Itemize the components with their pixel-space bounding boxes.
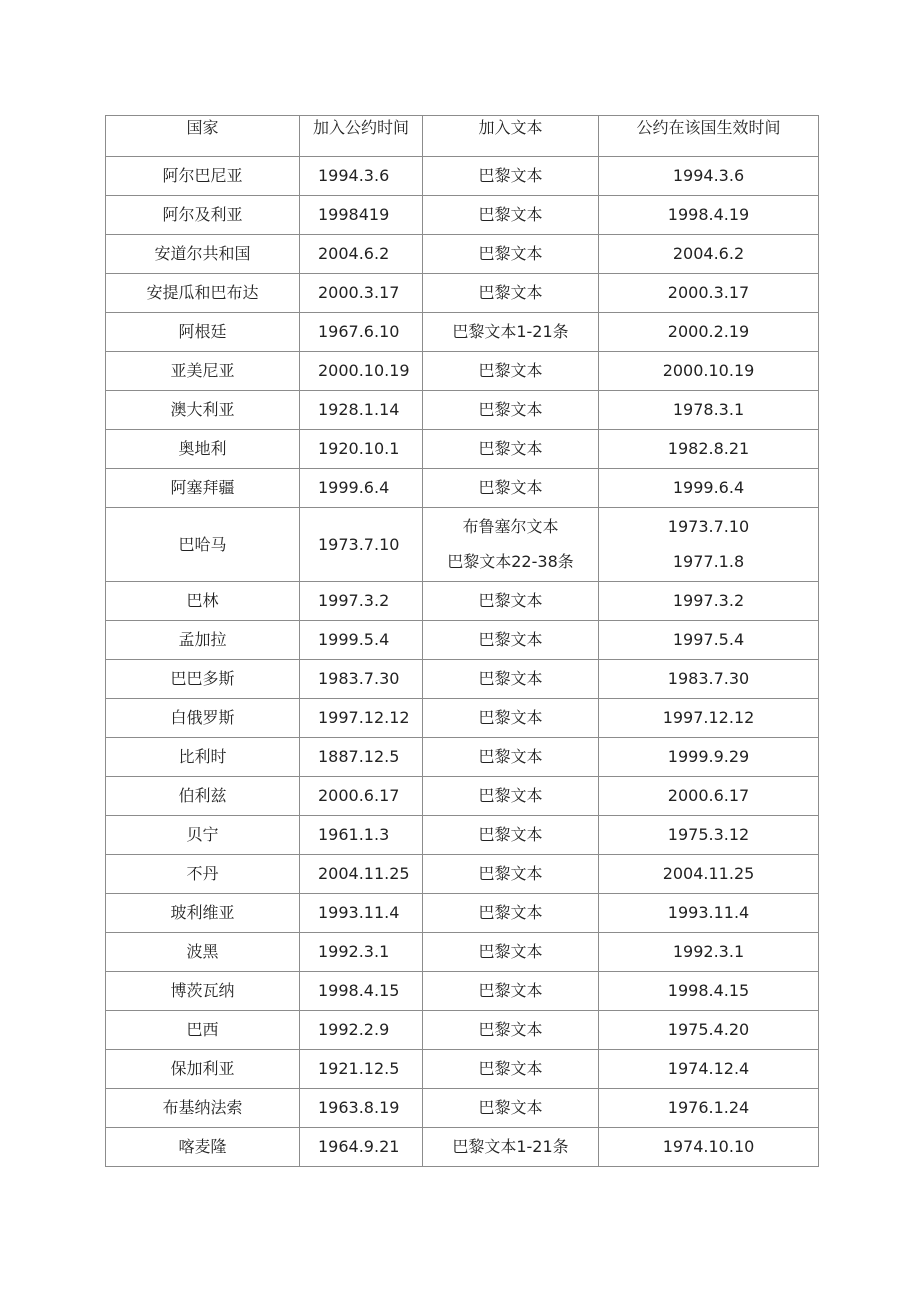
effective-date-line: 1982.8.21 <box>667 439 750 458</box>
table-row <box>106 313 819 352</box>
country-cell: 阿塞拜疆 <box>106 469 300 508</box>
text-version-cell <box>423 430 599 469</box>
effective-date-line: 2000.3.17 <box>667 283 750 302</box>
header-join-date: 加入公约时间 <box>300 116 423 157</box>
text-version-line: 巴黎文本 <box>478 205 543 224</box>
join-date-cell: 1887.12.5 <box>300 738 423 777</box>
table-row <box>106 894 819 933</box>
effective-date-cell <box>599 508 819 582</box>
join-date-cell: 1999.6.4 <box>300 469 423 508</box>
effective-date-line: 1997.3.2 <box>672 591 745 610</box>
join-date-cell: 2004.6.2 <box>300 235 423 274</box>
country-cell: 不丹 <box>106 855 300 894</box>
text-version-cell <box>423 274 599 313</box>
header-effective-date: 公约在该国生效时间 <box>599 116 819 157</box>
effective-date-cell <box>599 1050 819 1089</box>
text-version-cell <box>423 816 599 855</box>
text-version-line: 巴黎文本 <box>478 786 543 805</box>
text-version-cell <box>423 777 599 816</box>
table-row <box>106 1089 819 1128</box>
text-version-cell <box>423 157 599 196</box>
join-date-cell: 1993.11.4 <box>300 894 423 933</box>
effective-date-line: 1998.4.15 <box>667 981 750 1000</box>
header-text-version: 加入文本 <box>423 116 599 157</box>
text-version-line: 巴黎文本 <box>478 400 543 419</box>
effective-date-line: 1997.5.4 <box>672 630 745 649</box>
text-version-line: 巴黎文本 <box>478 166 543 185</box>
table-row <box>106 777 819 816</box>
join-date-cell: 1994.3.6 <box>300 157 423 196</box>
table-row <box>106 508 819 582</box>
country-cell: 奥地利 <box>106 430 300 469</box>
country-cell: 玻利维亚 <box>106 894 300 933</box>
text-version-line: 巴黎文本 <box>478 708 543 727</box>
join-date-cell: 2000.6.17 <box>300 777 423 816</box>
text-version-cell <box>423 699 599 738</box>
effective-date-cell <box>599 933 819 972</box>
text-version-cell <box>423 1128 599 1167</box>
table-row <box>106 196 819 235</box>
country-cell: 澳大利亚 <box>106 391 300 430</box>
table-row <box>106 972 819 1011</box>
country-cell: 阿尔巴尼亚 <box>106 157 300 196</box>
text-version-cell <box>423 621 599 660</box>
join-date-cell: 1928.1.14 <box>300 391 423 430</box>
join-date-cell: 1920.10.1 <box>300 430 423 469</box>
text-version-line: 巴黎文本 <box>478 439 543 458</box>
effective-date-line: 1999.9.29 <box>667 747 750 766</box>
text-version-line: 巴黎文本 <box>478 361 543 380</box>
table-row <box>106 738 819 777</box>
country-cell: 喀麦隆 <box>106 1128 300 1167</box>
country-cell: 巴西 <box>106 1011 300 1050</box>
country-cell: 贝宁 <box>106 816 300 855</box>
text-version-line: 巴黎文本 <box>478 1059 543 1078</box>
text-version-cell <box>423 1011 599 1050</box>
text-version-cell <box>423 352 599 391</box>
effective-date-line: 1992.3.1 <box>672 942 745 961</box>
effective-date-line: 1978.3.1 <box>672 400 745 419</box>
table-row <box>106 1128 819 1167</box>
table-row <box>106 235 819 274</box>
text-version-line: 巴黎文本1-21条 <box>452 322 569 341</box>
text-version-line: 巴黎文本 <box>478 478 543 497</box>
text-version-line: 巴黎文本 <box>478 669 543 688</box>
effective-date-cell <box>599 235 819 274</box>
country-cell: 阿尔及利亚 <box>106 196 300 235</box>
join-date-cell: 1999.5.4 <box>300 621 423 660</box>
effective-date-cell <box>599 738 819 777</box>
table-row <box>106 621 819 660</box>
effective-date-line: 2004.6.2 <box>672 244 745 263</box>
effective-date-line: 1998.4.19 <box>667 205 750 224</box>
effective-date-line: 1974.12.4 <box>667 1059 750 1078</box>
text-version-line: 巴黎文本 <box>478 981 543 1000</box>
join-date-cell: 1973.7.10 <box>300 508 423 582</box>
country-cell: 波黑 <box>106 933 300 972</box>
effective-date-cell <box>599 816 819 855</box>
table-row <box>106 352 819 391</box>
table-header-row <box>106 116 819 157</box>
effective-date-cell <box>599 660 819 699</box>
table-row <box>106 855 819 894</box>
table-row <box>106 430 819 469</box>
text-version-cell <box>423 1050 599 1089</box>
text-version-cell <box>423 582 599 621</box>
effective-date-line: 1977.1.8 <box>672 552 745 571</box>
effective-date-cell <box>599 274 819 313</box>
country-cell: 比利时 <box>106 738 300 777</box>
text-version-line: 巴黎文本 <box>478 825 543 844</box>
table-row <box>106 816 819 855</box>
effective-date-cell <box>599 1089 819 1128</box>
effective-date-cell <box>599 352 819 391</box>
join-date-cell: 1997.12.12 <box>300 699 423 738</box>
country-cell: 阿根廷 <box>106 313 300 352</box>
join-date-cell: 2000.10.19 <box>300 352 423 391</box>
join-date-cell: 1961.1.3 <box>300 816 423 855</box>
effective-date-line: 1983.7.30 <box>667 669 750 688</box>
join-date-cell: 1998.4.15 <box>300 972 423 1011</box>
text-version-cell <box>423 660 599 699</box>
text-version-cell <box>423 235 599 274</box>
effective-date-cell <box>599 777 819 816</box>
effective-date-line: 2000.6.17 <box>667 786 750 805</box>
join-date-cell: 2004.11.25 <box>300 855 423 894</box>
join-date-cell: 1992.2.9 <box>300 1011 423 1050</box>
effective-date-cell <box>599 621 819 660</box>
text-version-cell <box>423 855 599 894</box>
join-date-cell: 1992.3.1 <box>300 933 423 972</box>
join-date-cell: 1963.8.19 <box>300 1089 423 1128</box>
text-version-cell <box>423 972 599 1011</box>
text-version-line: 巴黎文本 <box>478 903 543 922</box>
text-version-line: 巴黎文本 <box>478 1020 543 1039</box>
effective-date-line: 2000.2.19 <box>667 322 750 341</box>
table-row <box>106 699 819 738</box>
table-row <box>106 157 819 196</box>
join-date-cell: 1964.9.21 <box>300 1128 423 1167</box>
text-version-cell <box>423 469 599 508</box>
country-cell: 布基纳法索 <box>106 1089 300 1128</box>
join-date-cell: 1921.12.5 <box>300 1050 423 1089</box>
effective-date-line: 1993.11.4 <box>667 903 750 922</box>
effective-date-cell <box>599 196 819 235</box>
join-date-cell: 1997.3.2 <box>300 582 423 621</box>
effective-date-cell <box>599 582 819 621</box>
text-version-cell <box>423 508 599 582</box>
effective-date-line: 1997.12.12 <box>662 708 755 727</box>
effective-date-line: 1974.10.10 <box>662 1137 755 1156</box>
join-date-cell: 1983.7.30 <box>300 660 423 699</box>
text-version-line: 巴黎文本 <box>478 942 543 961</box>
country-cell: 伯利兹 <box>106 777 300 816</box>
text-version-cell <box>423 391 599 430</box>
table-row <box>106 933 819 972</box>
header-country: 国家 <box>106 116 300 157</box>
effective-date-cell <box>599 157 819 196</box>
table-row <box>106 582 819 621</box>
effective-date-cell <box>599 855 819 894</box>
country-cell: 巴哈马 <box>106 508 300 582</box>
country-cell: 孟加拉 <box>106 621 300 660</box>
effective-date-cell <box>599 972 819 1011</box>
text-version-cell <box>423 1089 599 1128</box>
table-row <box>106 274 819 313</box>
text-version-line: 巴黎文本 <box>478 1098 543 1117</box>
text-version-cell <box>423 313 599 352</box>
text-version-line: 巴黎文本 <box>478 244 543 263</box>
country-cell: 安道尔共和国 <box>106 235 300 274</box>
effective-date-cell <box>599 1011 819 1050</box>
text-version-line: 巴黎文本 <box>478 630 543 649</box>
effective-date-cell <box>599 430 819 469</box>
country-cell: 巴林 <box>106 582 300 621</box>
country-cell: 巴巴多斯 <box>106 660 300 699</box>
text-version-line: 巴黎文本 <box>478 864 543 883</box>
effective-date-line: 2004.11.25 <box>662 864 755 883</box>
effective-date-cell <box>599 699 819 738</box>
text-version-cell <box>423 196 599 235</box>
text-version-cell <box>423 933 599 972</box>
table-row <box>106 660 819 699</box>
text-version-line: 布鲁塞尔文本 <box>462 517 559 536</box>
text-version-line: 巴黎文本1-21条 <box>452 1137 569 1156</box>
join-date-cell: 1967.6.10 <box>300 313 423 352</box>
country-cell: 博茨瓦纳 <box>106 972 300 1011</box>
country-cell: 保加利亚 <box>106 1050 300 1089</box>
effective-date-line: 1999.6.4 <box>672 478 745 497</box>
effective-date-line: 1994.3.6 <box>672 166 745 185</box>
effective-date-cell <box>599 469 819 508</box>
effective-date-line: 1976.1.24 <box>667 1098 750 1117</box>
join-date-cell: 1998419 <box>300 196 423 235</box>
effective-date-cell <box>599 1128 819 1167</box>
country-cell: 安提瓜和巴布达 <box>106 274 300 313</box>
table-row <box>106 1011 819 1050</box>
effective-date-line: 1975.3.12 <box>667 825 750 844</box>
country-cell: 亚美尼亚 <box>106 352 300 391</box>
effective-date-cell <box>599 391 819 430</box>
table-row <box>106 1050 819 1089</box>
convention-membership-table <box>105 115 819 1167</box>
effective-date-line: 2000.10.19 <box>662 361 755 380</box>
effective-date-cell <box>599 313 819 352</box>
text-version-line: 巴黎文本22-38条 <box>447 552 574 571</box>
table-row <box>106 469 819 508</box>
join-date-cell: 2000.3.17 <box>300 274 423 313</box>
effective-date-line: 1975.4.20 <box>667 1020 750 1039</box>
country-cell: 白俄罗斯 <box>106 699 300 738</box>
text-version-cell <box>423 738 599 777</box>
text-version-line: 巴黎文本 <box>478 747 543 766</box>
text-version-line: 巴黎文本 <box>478 591 543 610</box>
table-row <box>106 391 819 430</box>
text-version-line: 巴黎文本 <box>478 283 543 302</box>
text-version-cell <box>423 894 599 933</box>
effective-date-line: 1973.7.10 <box>667 517 750 536</box>
effective-date-cell <box>599 894 819 933</box>
